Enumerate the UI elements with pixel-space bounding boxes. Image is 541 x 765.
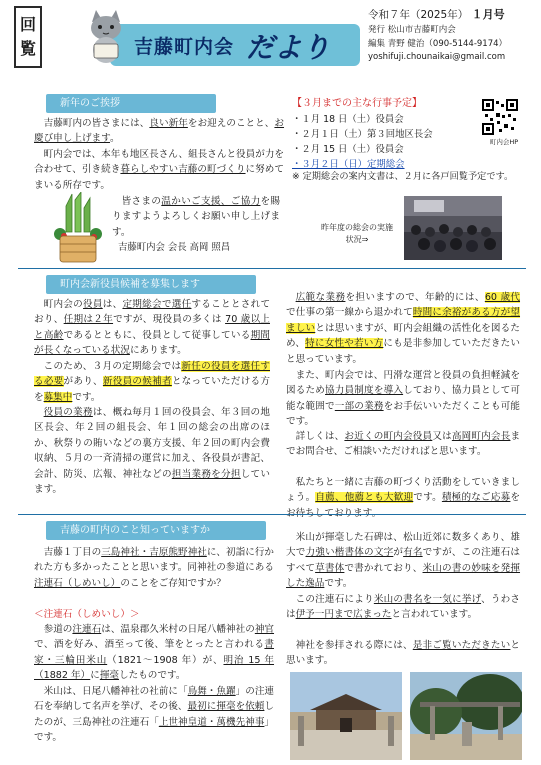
event-item-3: ・２月 15 日（土）役員会 <box>292 144 404 155</box>
contact-email: yoshifuji.chounaikai@gmail.com <box>368 52 506 62</box>
circulation-stamp <box>14 6 42 68</box>
newyear-paragraph-3: 皆さまの温かいご支援、ご協力を賜りますようよろしくお願い申し上げます。 <box>112 196 281 238</box>
town-left-paragraph-1: 吉藤１丁目の三島神社・吉原熊野神社に、初詣に行かれた方も多かったことと思います。同神社の参道にある注連石（しめいし）のことをご存知ですか？ <box>34 547 275 589</box>
issue-month: １月号 <box>471 8 505 21</box>
section-title-recruit: 町内会新役員候補を募集します <box>46 275 256 294</box>
event-item-4: ・３月２日（日）定期総会 <box>292 159 405 170</box>
shrine-gate-photo <box>290 672 402 760</box>
event-item-1: ・１月 18 日（土）役員会 <box>292 114 404 125</box>
shrine-stone-photo <box>410 672 522 760</box>
kadomatsu-illustration <box>50 192 106 264</box>
event-schedule-title: 【３月までの主な行事予定】 <box>292 98 422 109</box>
recruit-right-paragraph-1: 広範な業務を担いますので、年齢的には、60 歳代で仕事の第一線から退かれて時間に余裕がある方が望ましいとは思いますが、町内会組織の活性化を図るため、特に女性や若い方にも是非参加していただきたいと思っています。 <box>286 292 521 365</box>
recruit-left-paragraph-2: このため、３月の定期総会では新任の役員を選任する必要があり、新役員の候補者となっていただける方を募集中です。 <box>34 361 270 403</box>
section-divider-1 <box>18 268 526 269</box>
cat-mascot-icon <box>86 8 126 64</box>
issue-date <box>368 6 538 24</box>
qr-code-icon[interactable] <box>482 99 518 135</box>
town-right-paragraph-2: この注連石により米山の書名を一気に挙げ、うわさは伊予一円まで広まったと言われています。 <box>286 594 520 621</box>
event-note: ※ 定期総会の案内文書は、２月に各戸回覧予定です。 <box>292 171 514 182</box>
recruit-right-paragraph-4: 私たちと一緒に吉藤の町づくり活動をしていきましょう。自薦、他薦とも大歓迎です。積極的なご応募を <box>286 477 521 504</box>
town-left-paragraph-3: 米山は、日尾八幡神社の社前に「鳥舞・魚躍」の注連石を奉納して名声を挙げ、その後、最初に揮毫を依頼したのが、三島神社の注連石「上世神皇道・萬機先神事」です。 <box>34 686 275 744</box>
town-left-paragraph-2: 参道の注連石は、温泉郡久米村の日尾八幡神社の神官で、酒を好み、酒至って後、筆をとったと言われる書家・三輪田米山（1821～1908 年）が、明治 15 年（1882 年）に揮毫したものです。 <box>34 624 275 682</box>
circulation-stamp-top: 回 <box>19 15 36 34</box>
meeting-photo-caption: 昨年度の総会の実施状況⇒ <box>321 223 393 244</box>
newyear-signature: 吉藤町内会 会長 高岡 照昌 <box>118 242 231 253</box>
recruit-right-paragraph-3: 詳しくは、お近くの町内会役員又は高岡町内会長までお問合せ、ご相談いただければと思います。 <box>286 431 521 458</box>
newsletter-header <box>0 0 541 92</box>
newyear-paragraph-1: 吉藤町内の皆さまには、良い新年をお迎えのことと、お慶び申し上げます。 <box>34 118 285 145</box>
editor: 編集 青野 健治（090-5144-9174） <box>368 38 508 49</box>
publication-info <box>368 6 538 65</box>
general-meeting-photo <box>404 196 502 260</box>
town-right-paragraph-1: 米山が揮毫した石碑は、松山近郊に数多くあり、雄大で力強い楷書体の文字が有名ですが、この注連石はすべて草書体で書かれており、米山の書の妙味を発揮した逸品です。 <box>286 532 521 590</box>
event-schedule <box>292 96 474 172</box>
recruit-left-paragraph-3: 役員の業務は、概ね毎月１回の役員会、年３回の地区長会、年２回の組長会、年１回の総会の出席のほか、秋祭りの賄いなどの裏方支援、年２回の町内会費収納、５月の一斉清掃の運営に加え、各役員が書記、会計、防災、広報、神社などの担当業務を分担しています。 <box>34 407 271 496</box>
section-title-newyear: 新年のご挨拶 <box>46 94 216 113</box>
circulation-stamp-bottom: 覧 <box>19 39 36 58</box>
recruit-right-paragraph-2: また、町内会では、円滑な運営と役員の負担軽減を図るため協力員制度を導入しており、協力員として可能な範囲で一部の業務をお手伝いいただくことも可能です。 <box>286 370 521 428</box>
newsletter-subtitle: だより <box>246 31 331 64</box>
recruit-left-paragraph-1: 町内会の役員は、定期総会で選任することとされており、任期は２年ですが、現役員の多くは 70 歳以上と高齢であるとともに、役員として従事している期間が長くなっている状況にあります。 <box>34 299 271 357</box>
issue-era: 令和７年（2025年） <box>368 9 469 21</box>
newsletter-title: 吉藤町内会 <box>134 36 235 58</box>
section-title-town: 吉藤の町内のこと知っていますか <box>46 521 266 540</box>
newyear-paragraph-2: 町内会では、本年も地区長さん、組長さんと役員が力を合わせて、引き続き暮らしやすい吉藤の町づくりに努めてまいる所存です。 <box>34 149 285 191</box>
town-right-paragraph-3: 神社を参拝される際には、是非ご覧いただきたいと思います。 <box>286 640 521 667</box>
qr-code-label: 町内会HP <box>489 138 519 146</box>
event-item-2: ・２月１日（土）第３回地区長会 <box>292 129 433 140</box>
section-divider-2 <box>18 514 526 515</box>
town-subheading: ＜注連石（しめいし）＞ <box>34 609 140 620</box>
publisher: 発行 松山市吉藤町内会 <box>368 25 456 35</box>
